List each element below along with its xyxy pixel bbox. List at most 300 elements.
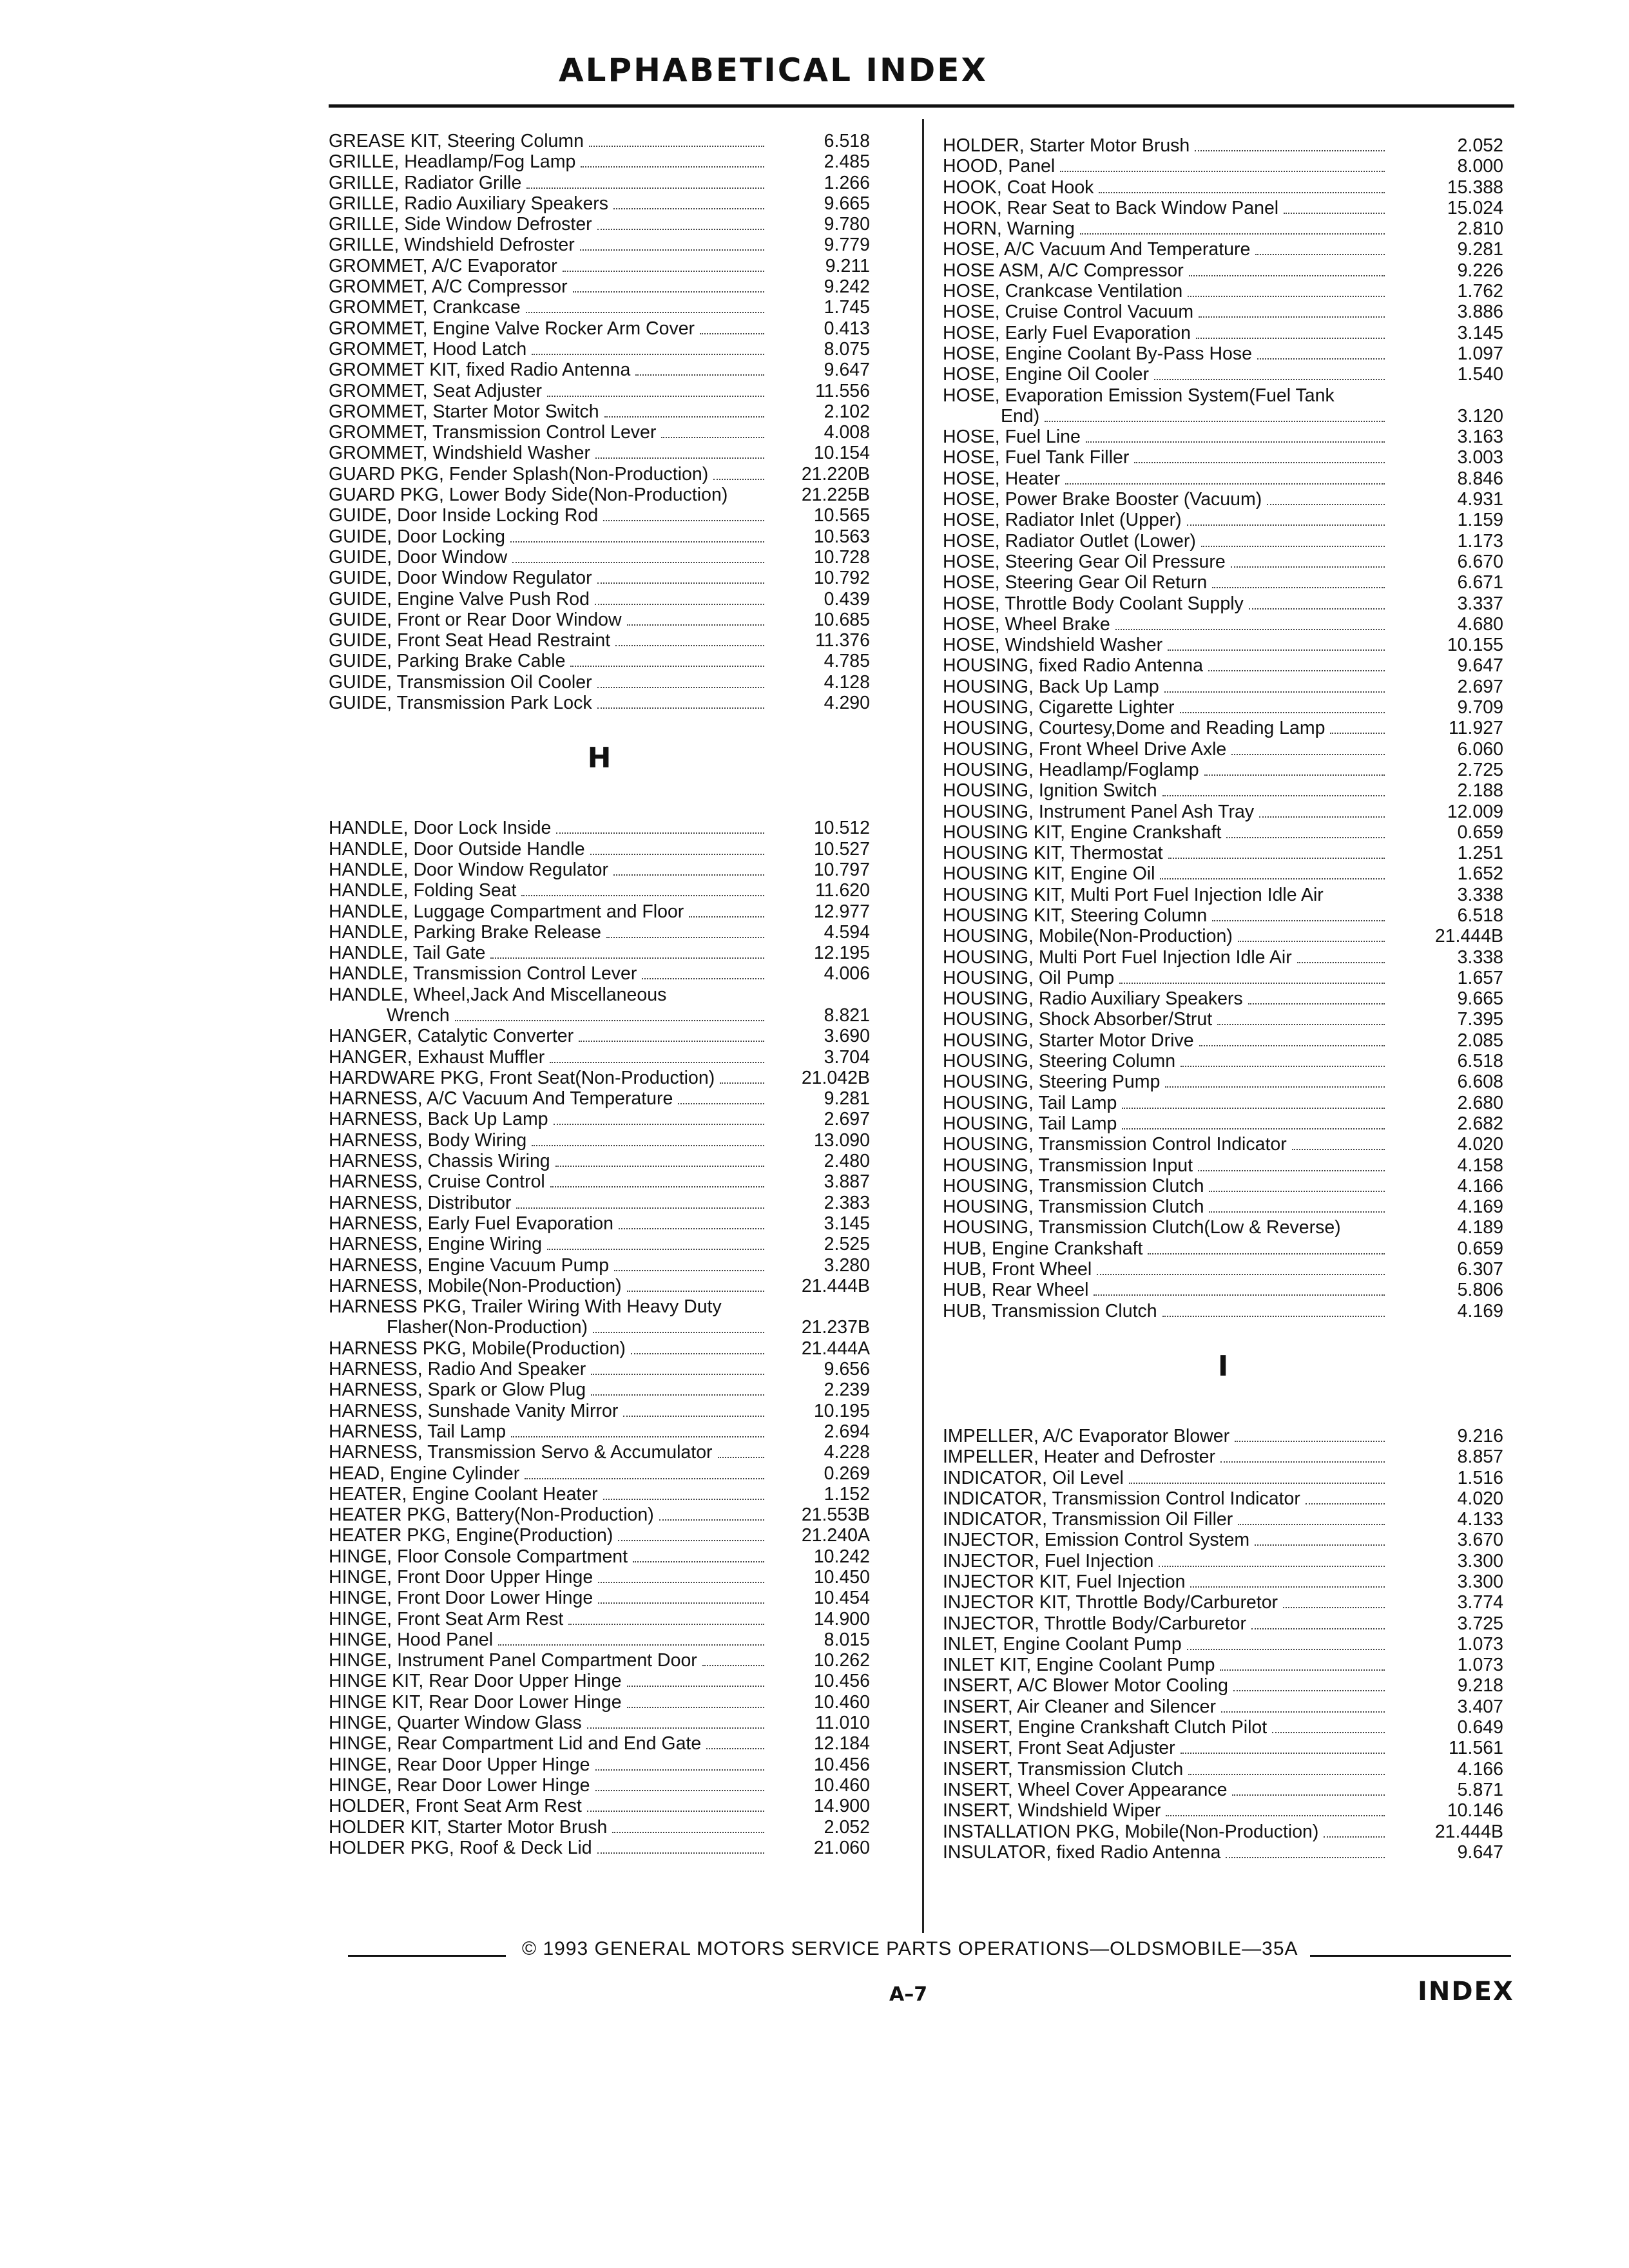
dot-leader (612, 1832, 764, 1833)
dot-leader (598, 1582, 764, 1583)
entry-name: HANDLE, Luggage Compartment and Floor (329, 901, 684, 922)
dot-leader (1129, 1483, 1385, 1484)
entry-page-number: 9.709 (1457, 697, 1503, 718)
entry-name: HOSE, Radiator Inlet (Upper) (943, 510, 1182, 531)
entry-page-number: 14.900 (813, 1608, 870, 1629)
index-entry (943, 572, 1503, 593)
dot-leader (1233, 1690, 1385, 1691)
dot-leader (1080, 233, 1385, 235)
entry-page-number: 2.188 (1457, 780, 1503, 802)
index-entry (329, 1671, 870, 1691)
entry-name: HOUSING, Courtesy,Dome and Reading Lamp (943, 718, 1325, 739)
entry-name: HOUSING, Transmission Clutch(Low & Reverse) (943, 1217, 1341, 1238)
dot-leader (1045, 421, 1385, 422)
entry-name: INJECTOR KIT, Fuel Injection (943, 1571, 1186, 1592)
entry-page-number: 0.649 (1457, 1717, 1503, 1738)
dot-leader (659, 1519, 764, 1521)
index-entry (329, 443, 870, 463)
entry-name: HOSE, Steering Gear Oil Return (943, 572, 1208, 593)
dot-leader (1249, 608, 1385, 610)
entry-page-number: 12.195 (813, 943, 870, 964)
index-entry (329, 1775, 870, 1796)
entry-name: HOUSING KIT, Steering Column (943, 905, 1208, 926)
index-entry (943, 218, 1503, 239)
entry-page-number: 1.251 (1457, 843, 1503, 864)
dot-leader (1188, 296, 1385, 297)
index-entry (329, 151, 870, 172)
entry-name: GUIDE, Front Seat Head Restraint (329, 630, 611, 651)
entry-name: HOOK, Coat Hook (943, 177, 1094, 198)
entry-page-number: 4.785 (824, 651, 870, 672)
entry-page-number: 3.887 (824, 1171, 870, 1193)
entry-name: Wrench (387, 1004, 450, 1026)
entry-page-number: 1.745 (824, 297, 870, 318)
entry-name: HANDLE, Transmission Control Lever (329, 963, 637, 985)
entry-name: HOUSING, Instrument Panel Ash Tray (943, 801, 1255, 822)
entry-name: HOLDER, Starter Motor Brush (943, 135, 1190, 156)
dot-leader (1122, 1128, 1385, 1129)
dot-leader (1086, 441, 1385, 443)
dot-leader (1119, 983, 1385, 984)
entry-page-number: 10.242 (813, 1546, 870, 1567)
entry-page-number: 15.024 (1447, 197, 1503, 218)
entry-page-number: 1.516 (1457, 1467, 1503, 1488)
index-entry (329, 193, 870, 214)
index-entry (329, 401, 870, 422)
entry-page-number: 21.042B (801, 1067, 870, 1088)
entry-page-number: 4.189 (1457, 1217, 1503, 1238)
entry-page-number: 10.512 (813, 818, 870, 839)
entry-page-number: 9.216 (1457, 1425, 1503, 1446)
entry-page-number: 3.886 (1457, 302, 1503, 323)
dot-leader (590, 854, 764, 855)
index-entry (943, 1196, 1503, 1217)
entry-name: HOUSING KIT, Engine Oil (943, 863, 1155, 885)
entry-page-number: 4.166 (1457, 1175, 1503, 1196)
index-entry (329, 505, 870, 526)
entry-name: INLET, Engine Coolant Pump (943, 1633, 1182, 1655)
dot-leader (1209, 1191, 1385, 1192)
entry-page-number: 1.173 (1457, 530, 1503, 552)
entry-name: HOUSING, Tail Lamp (943, 1092, 1117, 1113)
dot-leader (554, 1124, 764, 1125)
entry-name: HOOD, Panel (943, 156, 1055, 177)
index-entry (943, 988, 1503, 1009)
entry-name: GUIDE, Transmission Oil Cooler (329, 671, 592, 693)
index-entry (329, 276, 870, 297)
entry-page-number: 4.594 (824, 921, 870, 943)
index-entry (943, 1800, 1503, 1821)
entry-page-number: 12.977 (813, 901, 870, 922)
dot-leader (1154, 379, 1385, 380)
dot-leader (525, 1478, 764, 1479)
entry-page-number: 3.670 (1457, 1530, 1503, 1551)
entry-name: HINGE, Instrument Panel Compartment Door (329, 1650, 697, 1671)
index-entry (329, 1609, 870, 1629)
entry-page-number: 9.779 (824, 235, 870, 256)
entry-name: HARNESS, Chassis Wiring (329, 1151, 550, 1172)
entry-name: GREASE KIT, Steering Column (329, 131, 584, 151)
index-entry (943, 1780, 1503, 1800)
entry-name: HEATER PKG, Engine(Production) (329, 1525, 613, 1546)
entry-name: HOSE, Crankcase Ventilation (943, 281, 1183, 302)
dot-leader (1097, 1274, 1385, 1275)
index-entry (943, 552, 1503, 572)
dot-leader (581, 166, 764, 168)
index-entry (329, 1463, 870, 1484)
entry-page-number: 1.266 (824, 172, 870, 193)
dot-leader (1306, 1503, 1385, 1504)
dot-leader (526, 312, 764, 313)
entry-name: HOUSING, Oil Pump (943, 967, 1115, 988)
entry-page-number: 2.485 (824, 151, 870, 173)
entry-name: HOUSING, fixed Radio Antenna (943, 655, 1203, 677)
index-entry (329, 630, 870, 651)
entry-name: HOUSING, Steering Pump (943, 1072, 1161, 1093)
index-entry (329, 1525, 870, 1546)
dot-leader (1292, 1149, 1385, 1150)
entry-name: HINGE, Hood Panel (329, 1629, 494, 1650)
entry-page-number: 9.281 (824, 1088, 870, 1110)
entry-page-number: 1.762 (1457, 281, 1503, 302)
entry-page-number: 4.166 (1457, 1758, 1503, 1780)
dot-leader (702, 1665, 764, 1666)
entry-page-number: 21.240A (801, 1525, 870, 1546)
index-entry (329, 1442, 870, 1463)
entry-name: HOUSING, Headlamp/Foglamp (943, 759, 1199, 780)
index-entry (329, 131, 870, 151)
entry-page-number: 10.450 (813, 1567, 870, 1588)
entry-page-number: 1.073 (1457, 1633, 1503, 1655)
index-entry (943, 697, 1503, 718)
index-entry (329, 651, 870, 671)
entry-name: End) (1001, 405, 1040, 427)
dot-leader (633, 1561, 764, 1562)
index-entry (943, 885, 1503, 905)
dot-leader (1221, 1711, 1385, 1713)
dot-leader (1220, 1461, 1385, 1463)
entry-name: HINGE, Rear Compartment Lid and End Gate (329, 1733, 702, 1754)
dot-leader (1231, 566, 1385, 568)
dot-leader (516, 1207, 764, 1209)
index-entry (943, 1134, 1503, 1155)
entry-name: INJECTOR, Fuel Injection (943, 1550, 1154, 1571)
dot-leader (1148, 1253, 1385, 1254)
entry-name: HOOK, Rear Seat to Back Window Panel (943, 197, 1279, 218)
entry-page-number: 12.009 (1447, 801, 1503, 822)
entry-page-number: 3.145 (1457, 322, 1503, 343)
index-entry (943, 239, 1503, 260)
entry-name: HINGE, Floor Console Compartment (329, 1546, 628, 1567)
entry-page-number: 3.003 (1457, 447, 1503, 468)
entry-name: HINGE KIT, Rear Door Upper Hinge (329, 1671, 622, 1692)
entry-name: INDICATOR, Oil Level (943, 1467, 1124, 1488)
index-entry (329, 485, 870, 505)
index-entry (329, 1026, 870, 1046)
entry-name: INSULATOR, fixed Radio Antenna (943, 1841, 1221, 1863)
entry-name: HINGE, Rear Door Upper Hinge (329, 1754, 590, 1775)
entry-name: GUIDE, Parking Brake Cable (329, 651, 566, 672)
entry-name: HARNESS, Early Fuel Evaporation (329, 1213, 613, 1234)
index-entry (943, 1759, 1503, 1780)
index-entry (943, 1217, 1503, 1238)
entry-page-number: 9.647 (1457, 655, 1503, 677)
dot-leader (1212, 587, 1385, 588)
entry-page-number: 10.262 (813, 1650, 870, 1671)
index-entry (943, 156, 1503, 177)
entry-name: GROMMET, Transmission Control Lever (329, 422, 657, 443)
entry-name: HARNESS, Mobile(Non-Production) (329, 1275, 622, 1296)
dot-leader (1060, 171, 1385, 172)
index-entry (943, 343, 1503, 364)
index-entry (943, 1655, 1503, 1675)
dot-leader (1272, 1732, 1385, 1733)
entry-name: Flasher(Non-Production) (387, 1317, 588, 1338)
entry-page-number: 0.413 (824, 318, 870, 339)
dot-leader (589, 146, 764, 147)
entry-name: GUARD PKG, Fender Splash(Non-Production) (329, 463, 709, 485)
index-entry (329, 1754, 870, 1775)
dot-leader (591, 1374, 764, 1375)
entry-page-number: 3.120 (1457, 405, 1503, 427)
entry-name: GRILLE, Side Window Defroster (329, 214, 592, 235)
entry-page-number: 10.797 (813, 859, 870, 880)
entry-page-number: 8.821 (824, 1004, 870, 1026)
section-label: INDEX (1418, 1977, 1514, 2006)
dot-leader (1201, 546, 1385, 547)
index-entry (329, 1296, 870, 1317)
entry-name: HOUSING, Mobile(Non-Production) (943, 926, 1233, 947)
entry-page-number: 14.900 (813, 1796, 870, 1817)
index-entry (943, 1842, 1503, 1863)
dot-leader (556, 832, 764, 834)
dot-leader (1122, 1108, 1385, 1109)
index-entry (943, 739, 1503, 760)
entry-page-number: 10.195 (813, 1400, 870, 1421)
dot-leader (615, 645, 764, 646)
entry-page-number: 2.725 (1457, 759, 1503, 780)
entry-page-number: 4.169 (1457, 1196, 1503, 1218)
entry-name: HARNESS, Distributor (329, 1192, 512, 1213)
dot-leader (1232, 1794, 1385, 1796)
entry-page-number: 6.671 (1457, 572, 1503, 593)
index-entry (329, 235, 870, 255)
entry-name: HUB, Transmission Clutch (943, 1300, 1157, 1321)
entry-page-number: 3.407 (1457, 1696, 1503, 1717)
right-index-column (943, 135, 1503, 1863)
entry-name: HOUSING, Back Up Lamp (943, 676, 1159, 697)
entry-page-number: 9.242 (824, 276, 870, 298)
dot-leader (1330, 733, 1385, 734)
entry-name: HOSE, Windshield Washer (943, 635, 1163, 656)
entry-name: HOSE ASM, A/C Compressor (943, 260, 1184, 281)
entry-page-number: 2.480 (824, 1151, 870, 1172)
entry-page-number: 21.220B (801, 463, 870, 485)
index-entry (329, 1338, 870, 1359)
entry-page-number: 4.006 (824, 963, 870, 985)
index-entry (329, 1588, 870, 1608)
entry-name: HARNESS, Radio And Speaker (329, 1359, 586, 1380)
footer-rule-left (348, 1955, 506, 1957)
entry-name: INSERT, Wheel Cover Appearance (943, 1779, 1228, 1800)
footer-rule-right (1310, 1955, 1511, 1957)
entry-page-number: 8.015 (824, 1629, 870, 1650)
entry-name: HINGE, Front Door Lower Hinge (329, 1588, 593, 1609)
entry-page-number: 21.444B (1434, 926, 1503, 947)
entry-page-number: 11.376 (815, 630, 870, 651)
entry-name: HEATER PKG, Battery(Non-Production) (329, 1504, 654, 1526)
dot-leader (678, 1103, 764, 1104)
index-entry (329, 1317, 870, 1338)
index-entry (329, 963, 870, 984)
index-entry (943, 655, 1503, 676)
index-entry (943, 364, 1503, 385)
entry-page-number: 2.102 (824, 401, 870, 422)
index-entry (329, 610, 870, 630)
entry-name: HOLDER KIT, Starter Motor Brush (329, 1816, 608, 1838)
entry-name: GUIDE, Transmission Park Lock (329, 693, 592, 714)
entry-name: GROMMET, A/C Evaporator (329, 255, 557, 276)
entry-name: HINGE, Rear Door Lower Hinge (329, 1774, 590, 1796)
entry-name: GUIDE, Door Locking (329, 526, 506, 547)
dot-leader (1220, 1669, 1385, 1671)
entry-name: HINGE, Quarter Window Glass (329, 1713, 582, 1734)
dot-leader (1217, 1024, 1385, 1025)
dot-leader (635, 374, 764, 376)
entry-name: INDICATOR, Transmission Control Indicator (943, 1488, 1300, 1509)
entry-page-number: 9.665 (824, 193, 870, 214)
entry-page-number: 5.806 (1457, 1280, 1503, 1301)
entry-page-number: 3.300 (1457, 1550, 1503, 1571)
index-entry (943, 1155, 1503, 1176)
index-entry (943, 1301, 1503, 1321)
entry-page-number: 9.647 (824, 360, 870, 381)
dot-leader (1162, 795, 1385, 796)
dot-leader (568, 1624, 764, 1625)
entry-page-number: 1.657 (1457, 967, 1503, 988)
entry-page-number: 2.052 (1457, 135, 1503, 156)
entry-name: HINGE, Front Door Upper Hinge (329, 1567, 593, 1588)
entry-name: HINGE KIT, Rear Door Lower Hinge (329, 1691, 622, 1713)
entry-page-number: 4.228 (824, 1442, 870, 1463)
dot-leader (597, 229, 764, 230)
dot-leader (521, 895, 764, 896)
entry-page-number: 11.927 (1448, 718, 1503, 739)
entry-page-number: 21.060 (813, 1837, 870, 1858)
index-entry (329, 464, 870, 485)
index-entry (329, 360, 870, 380)
index-entry (943, 822, 1503, 843)
entry-page-number: 9.281 (1457, 239, 1503, 260)
entry-name: HEAD, Engine Cylinder (329, 1463, 520, 1484)
dot-leader (570, 666, 764, 667)
index-entry (329, 318, 870, 339)
index-entry (943, 1259, 1503, 1280)
entry-page-number: 1.159 (1457, 510, 1503, 531)
entry-page-number: 4.158 (1457, 1155, 1503, 1176)
index-entry (943, 385, 1503, 406)
index-entry (943, 1426, 1503, 1446)
entry-name: GROMMET, Starter Motor Switch (329, 401, 599, 422)
entry-name: HANGER, Exhaust Muffler (329, 1046, 545, 1068)
entry-name: HARNESS, Cruise Control (329, 1171, 545, 1193)
dot-leader (1199, 1045, 1385, 1046)
index-entry (943, 1072, 1503, 1092)
entry-name: INJECTOR, Emission Control System (943, 1530, 1250, 1551)
entry-page-number: 10.565 (813, 505, 870, 526)
entry-page-number: 10.527 (813, 838, 870, 860)
entry-page-number: 3.725 (1457, 1613, 1503, 1634)
index-entry (943, 1468, 1503, 1488)
index-entry (329, 693, 870, 713)
entry-page-number: 4.290 (824, 693, 870, 714)
entry-page-number: 3.774 (1457, 1592, 1503, 1613)
dot-leader (512, 562, 764, 563)
entry-page-number: 6.670 (1457, 551, 1503, 572)
dot-leader (1065, 483, 1385, 485)
dot-leader (627, 624, 764, 626)
entry-page-number: 3.704 (824, 1046, 870, 1068)
dot-leader (603, 520, 764, 521)
dot-leader (706, 1748, 764, 1749)
entry-page-number: 3.338 (1457, 947, 1503, 968)
index-entry (943, 1551, 1503, 1571)
entry-page-number: 10.146 (1447, 1800, 1503, 1821)
dot-leader (627, 1707, 764, 1708)
page-title: ALPHABETICAL INDEX (558, 52, 988, 89)
index-entry (329, 1733, 870, 1754)
index-entry (329, 1692, 870, 1713)
index-entry (943, 281, 1503, 302)
index-entry (943, 510, 1503, 530)
index-entry (943, 635, 1503, 655)
dot-leader (1259, 816, 1385, 818)
entry-page-number: 6.060 (1457, 738, 1503, 760)
index-entry (329, 526, 870, 547)
dot-leader (604, 416, 764, 418)
index-entry (329, 547, 870, 568)
header-rule (329, 104, 1514, 108)
entry-name: HARDWARE PKG, Front Seat(Non-Production) (329, 1067, 715, 1088)
index-entry (329, 381, 870, 401)
index-entry (943, 177, 1503, 198)
entry-page-number: 6.307 (1457, 1259, 1503, 1280)
entry-name: GUIDE, Door Inside Locking Rod (329, 505, 599, 526)
entry-name: GUARD PKG, Lower Body Side(Non-Production) (329, 485, 728, 506)
dot-leader (613, 874, 764, 876)
entry-name: HOUSING, Transmission Control Indicator (943, 1134, 1287, 1155)
entry-name: HOSE, Wheel Brake (943, 613, 1110, 635)
entry-name: HUB, Engine Crankshaft (943, 1238, 1143, 1259)
entry-name: HARNESS, Spark or Glow Plug (329, 1379, 586, 1401)
dot-leader (631, 1353, 764, 1354)
entry-name: HANDLE, Wheel,Jack And Miscellaneous (329, 984, 667, 1005)
dot-leader (1226, 837, 1385, 838)
index-entry (329, 256, 870, 276)
index-entry (329, 1005, 870, 1026)
index-entry (329, 422, 870, 443)
dot-leader (510, 541, 764, 543)
dot-leader (1204, 774, 1385, 776)
entry-page-number: 10.728 (813, 546, 870, 568)
dot-leader (613, 208, 764, 209)
dot-leader (1226, 1857, 1385, 1858)
index-entry (329, 1817, 870, 1838)
entry-name: GROMMET, Windshield Washer (329, 443, 590, 464)
index-entry (943, 1675, 1503, 1696)
dot-leader (1238, 941, 1385, 942)
index-entry (943, 531, 1503, 552)
